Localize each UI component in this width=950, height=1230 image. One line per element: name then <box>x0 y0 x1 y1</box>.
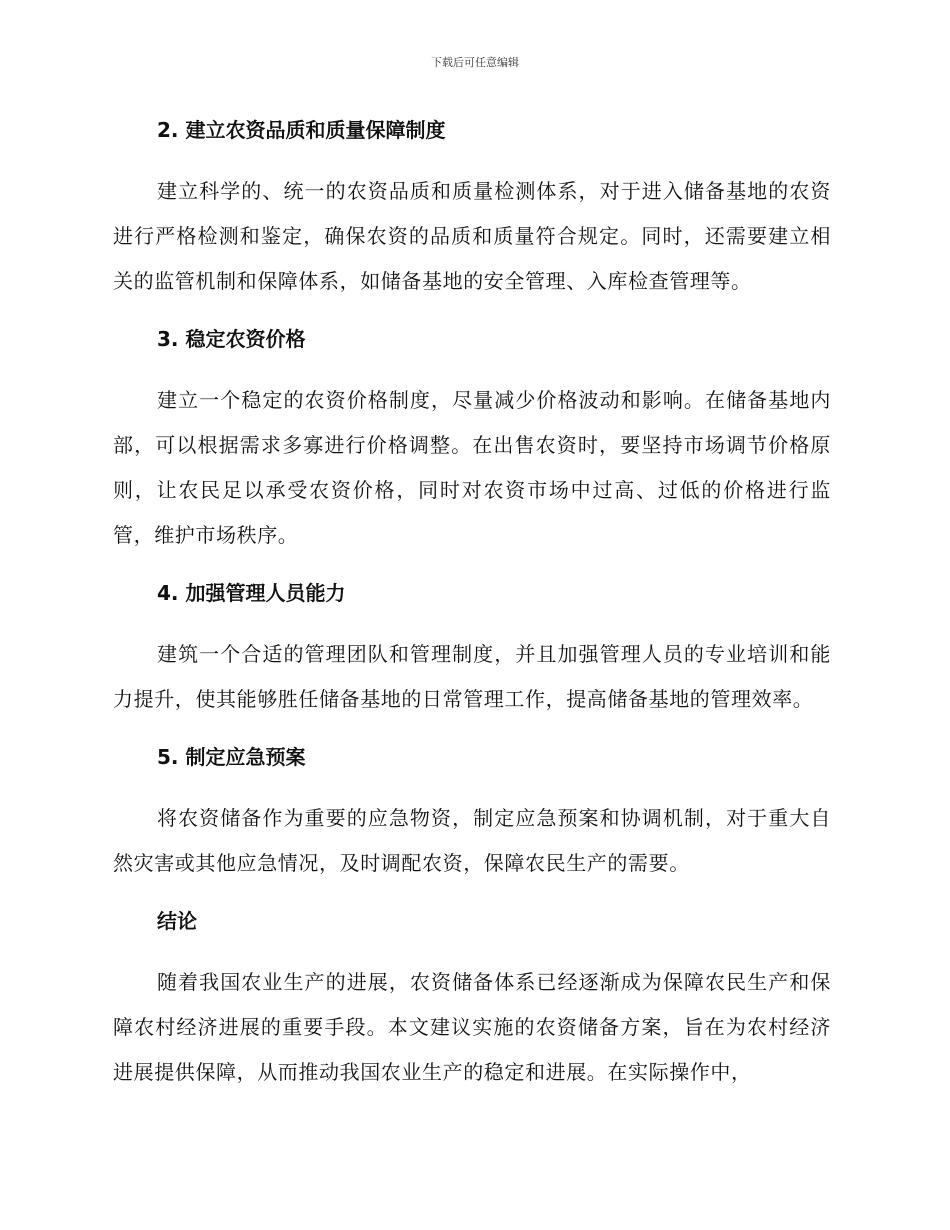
section-heading: 3. 稳定农资价格 <box>157 327 306 351</box>
section-paragraph: 建筑一个合适的管理团队和管理制度，并且加强管理人员的专业培训和能力提升，使其能够胜任储备基地的日常管理工作，提高储备基地的管理效率。 <box>113 642 831 711</box>
section-4 <box>113 575 831 739</box>
document-body <box>113 112 831 1095</box>
page-header-note: 下载后可任意编辑 <box>431 56 519 69</box>
section-3 <box>113 321 831 575</box>
section-heading: 2. 建立农资品质和质量保障制度 <box>157 118 446 142</box>
section-paragraph: 随着我国农业生产的进展，农资储备体系已经逐渐成为保障农民生产和保障农村经济进展的重要手段。本文建议实施的农资储备方案，旨在为农村经济进展提供保障，从而推动我国农业生产的稳定和进展。在实际操作中， <box>113 970 831 1084</box>
section-conclusion <box>113 903 831 1095</box>
section-heading: 5. 制定应急预案 <box>157 745 306 769</box>
section-heading: 结论 <box>157 909 197 933</box>
section-paragraph: 建立科学的、统一的农资品质和质量检测体系，对于进入储备基地的农资进行严格检测和鉴定，确保农资的品质和质量符合规定。同时，还需要建立相关的监管机制和保障体系，如储备基地的安全管理、入库检查管理等。 <box>113 179 831 293</box>
section-5 <box>113 739 831 903</box>
section-2 <box>113 112 831 321</box>
section-paragraph: 将农资储备作为重要的应急物资，制定应急预案和协调机制，对于重大自然灾害或其他应急情况，及时调配农资，保障农民生产的需要。 <box>113 806 831 875</box>
section-paragraph: 建立一个稳定的农资价格制度，尽量减少价格波动和影响。在储备基地内部，可以根据需求多寡进行价格调整。在出售农资时，要坚持市场调节价格原则，让农民足以承受农资价格，同时对农资市场中过高、过低的价格进行监管，维护市场秩序。 <box>113 388 831 547</box>
section-heading: 4. 加强管理人员能力 <box>157 581 346 605</box>
